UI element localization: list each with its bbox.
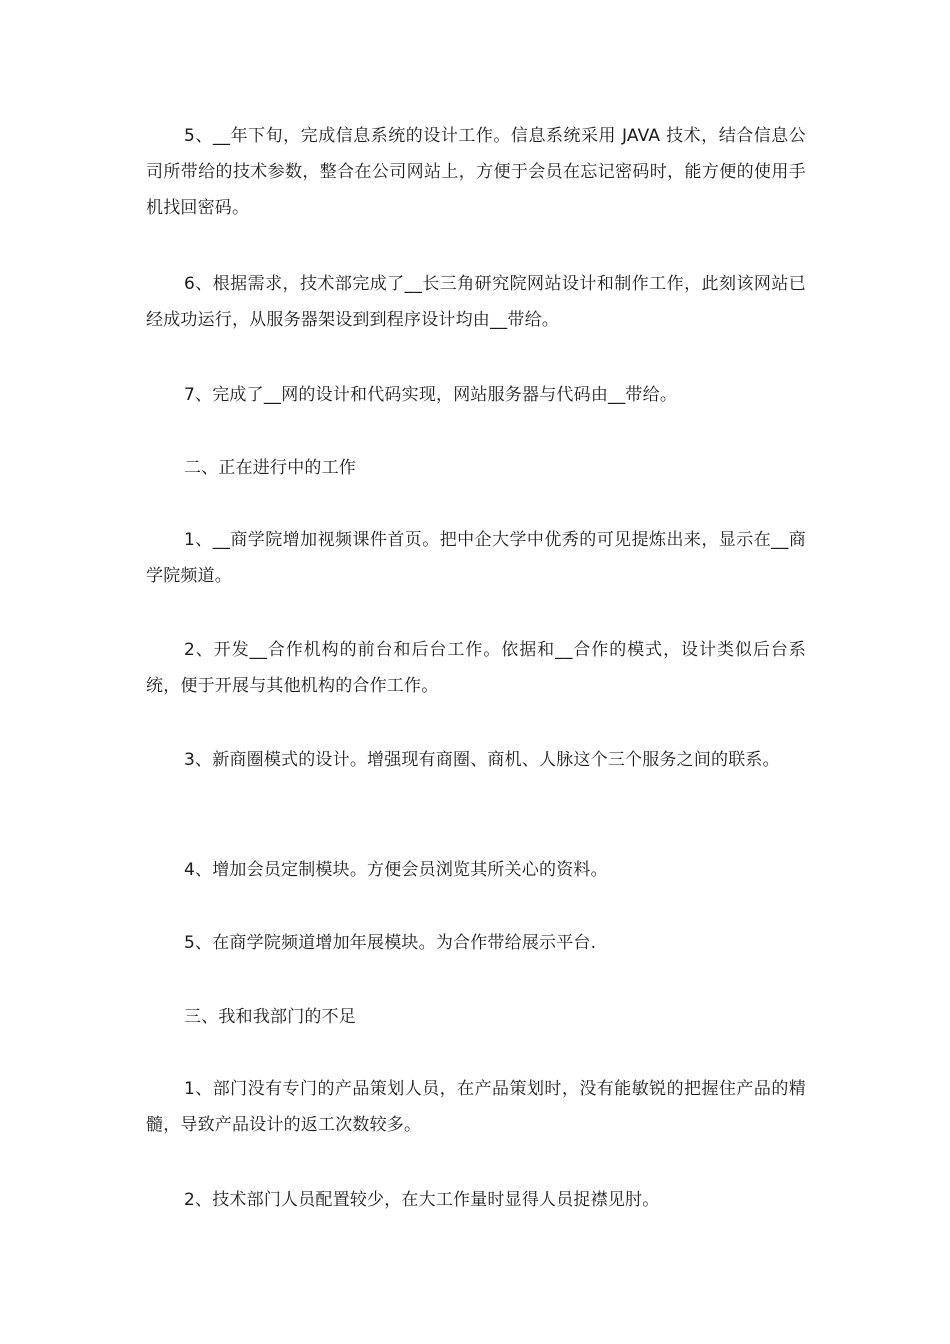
paragraph-item-6: 6、根据需求，技术部完成了__长三角研究院网站设计和制作工作，此刻该网站已经成功运行，从服务器架设到到程序设计均由__带给。 bbox=[146, 274, 806, 330]
paragraph-item-7: 7、完成了__网的设计和代码实现，网站服务器与代码由__带给。 bbox=[184, 385, 678, 405]
section-heading-shortcomings: 三、我和我部门的不足 bbox=[184, 1007, 356, 1027]
in-progress-item-3: 3、新商圈模式的设计。增强现有商圈、商机、人脉这个三个服务之间的联系。 bbox=[184, 750, 780, 770]
shortcoming-item-1: 1、部门没有专门的产品策划人员，在产品策划时，没有能敏锐的把握住产品的精髓，导致产品设计的返工次数较多。 bbox=[146, 1079, 806, 1135]
in-progress-item-1: 1、__商学院增加视频课件首页。把中企大学中优秀的可见提炼出来，显示在__商学院频道。 bbox=[146, 530, 806, 586]
shortcoming-item-2: 2、技术部门人员配置较少，在大工作量时显得人员捉襟见肘。 bbox=[184, 1190, 660, 1210]
in-progress-item-5: 5、在商学院频道增加年展模块。为合作带给展示平台. bbox=[184, 933, 597, 953]
document-page bbox=[146, 0, 806, 1344]
paragraph-item-5: 5、__年下旬，完成信息系统的设计工作。信息系统采用 JAVA 技术，结合信息公司所带给的技术参数，整合在公司网站上，方便于会员在忘记密码时，能方便的使用手机找回密码。 bbox=[146, 126, 806, 218]
section-heading-in-progress: 二、正在进行中的工作 bbox=[184, 458, 356, 478]
in-progress-item-2: 2、开发__合作机构的前台和后台工作。依据和__合作的模式，设计类似后台系统，便于开展与其他机构的合作工作。 bbox=[146, 640, 806, 696]
in-progress-item-4: 4、增加会员定制模块。方便会员浏览其所关心的资料。 bbox=[184, 860, 608, 880]
